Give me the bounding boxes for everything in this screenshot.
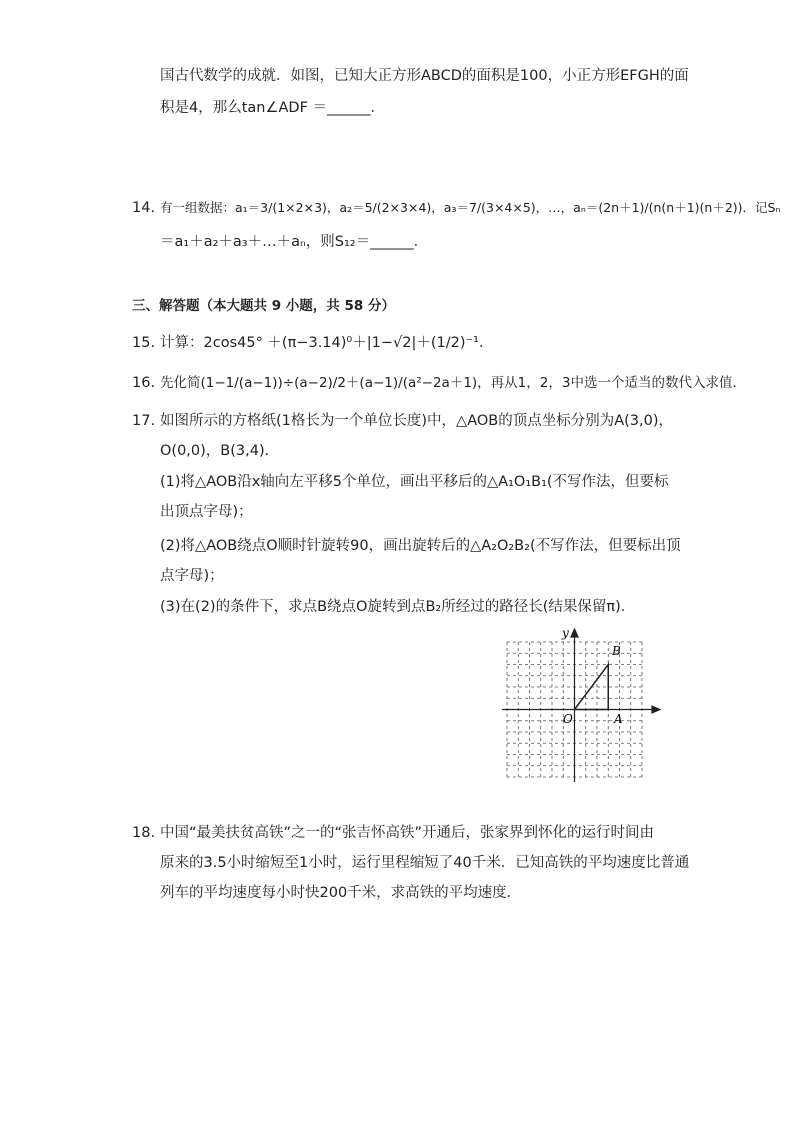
origin-label: O (563, 712, 573, 726)
q17-part-2a: (2)将△AOB绕点O顺时针旋转90，画出旋转后的△A₂O₂B₂(不写作法，但要标出顶 (160, 538, 681, 554)
y-axis-label: y (562, 627, 569, 640)
q16-text: 先化简(1−1/(a−1))÷(a−2)/2＋(a−1)/(a²−2a＋1)，再从1，2，3中选一个适当的数代入求值． (160, 375, 746, 391)
intro-line-2: 积是4，那么tan∠ADF ＝______． (160, 100, 386, 116)
section-3-title: 三、解答题（本大题共 9 小题，共 58 分） (132, 298, 395, 314)
q14-number: 14. (132, 200, 156, 216)
q16-number: 16. (132, 375, 156, 391)
point-a-label: A (614, 712, 623, 726)
point-b-label: B (612, 644, 621, 658)
q14-line-1: 有一组数据：a₁＝3/(1×2×3)，a₂＝5/(2×3×4)，a₃＝7/(3×4×5)，…，aₙ＝(2n＋1)/(n(n＋1)(n＋2))．记Sₙ (160, 200, 781, 215)
q18-line-1: 中国“最美扶贫高铁”之一的“张吉怀高铁”开通后，张家界到怀化的运行时间由 (160, 825, 655, 841)
q18-line-2: 原来的3.5小时缩短至1小时，运行里程缩短了40千米．已知高铁的平均速度比普通 (160, 855, 690, 871)
q17-line-1: 如图所示的方格纸(1格长为一个单位长度)中，△AOB的顶点坐标分别为A(3,0)， (160, 413, 674, 429)
q15-text: 计算：2cos45° ＋(π−3.14)⁰＋|1−√2|＋(1/2)⁻¹． (160, 335, 494, 351)
q17-line-2: O(0,0)，B(3,4)． (160, 443, 280, 459)
q18-number: 18. (132, 825, 156, 841)
q17-number: 17. (132, 413, 156, 429)
q14-line-2: ＝a₁＋a₂＋a₃＋…＋aₙ，则S₁₂＝______． (160, 234, 429, 250)
intro-line-1: 国古代数学的成就．如图，已知大正方形ABCD的面积是100，小正方形EFGH的面 (160, 68, 689, 84)
q17-part-1b: 出顶点字母)； (160, 504, 253, 520)
q17-part-3: (3)在(2)的条件下，求点B绕点O旋转到点B₂所经过的路径长(结果保留π)． (160, 599, 636, 615)
q18-line-3: 列车的平均速度每小时快200千米，求高铁的平均速度． (160, 885, 522, 901)
q17-part-1a: (1)将△AOB沿x轴向左平移5个单位，画出平移后的△A₁O₁B₁(不写作法，但要标 (160, 474, 669, 490)
q15-number: 15. (132, 335, 156, 351)
coordinate-grid-figure (502, 627, 667, 787)
q17-part-2b: 点字母)； (160, 568, 224, 584)
axes (502, 629, 660, 782)
